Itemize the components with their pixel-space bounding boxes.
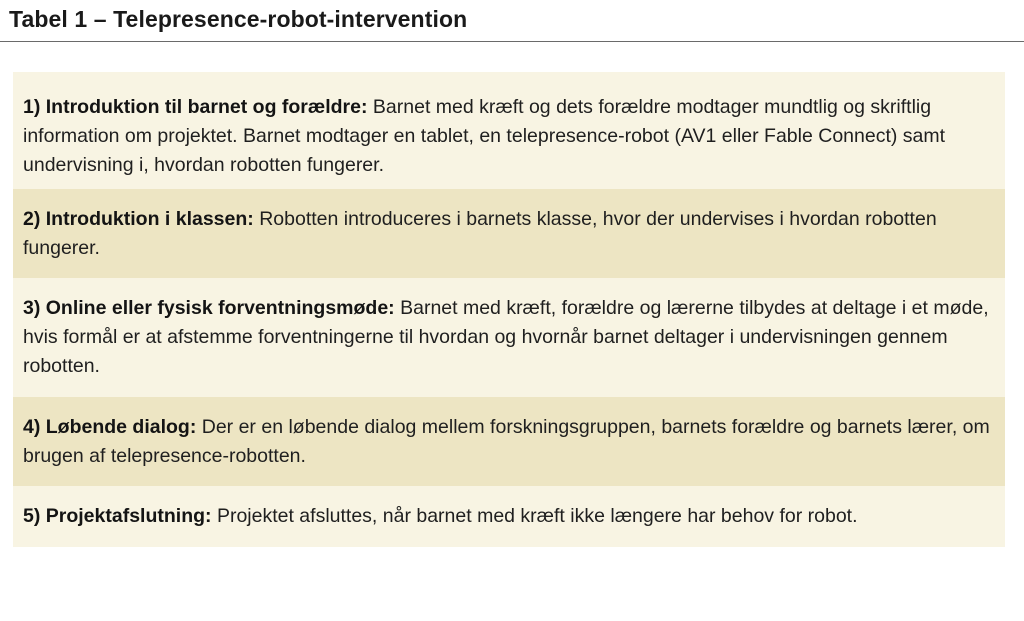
table-header	[0, 0, 1024, 42]
table-row	[13, 486, 1005, 547]
table-row	[13, 189, 1005, 278]
row-text: Robotten introduceres i barnets klasse, hvor der undervises i hvordan robotten fungerer.	[23, 207, 937, 259]
row-text: Projektet afsluttes, når barnet med kræft ikke længere har behov for robot.	[216, 505, 858, 527]
table-row	[13, 397, 1005, 486]
row-content	[23, 502, 858, 531]
row-content	[23, 93, 995, 180]
row-label: 1) Introduktion til barnet og forældre:	[23, 96, 373, 118]
row-label: 3) Online eller fysisk forventningsmøde:	[23, 297, 401, 319]
intervention-table	[13, 72, 1005, 547]
row-content	[23, 294, 995, 381]
row-label: 4) Løbende dialog:	[23, 415, 202, 438]
page-title: Tabel 1 – Telepresence-robot-intervention	[9, 6, 468, 32]
row-content	[23, 205, 995, 263]
row-label: 2) Introduktion i klassen:	[23, 207, 260, 230]
row-label: 5) Projektafslutning:	[23, 505, 217, 527]
table-row	[13, 72, 1005, 189]
row-text: Der er en løbende dialog mellem forskningsgruppen, barnets forældre og barnets lærer, om brugen af telepresence-robotten.	[23, 415, 990, 467]
row-text: Barnet med kræft og dets forældre modtager mundtlig og skriftlig information om projektet. Barnet modtager en tablet, en telepresence-robot (AV1 eller Fable Connect) samt undervisning i, hvordan robotten fungerer.	[23, 96, 946, 176]
row-text: Barnet med kræft, forældre og lærerne tilbydes at deltage i et møde, hvis formål er at afstemme forventningerne til hvordan og hvornår barnet deltager i undervisningen gennem robotten.	[23, 297, 989, 377]
table-row	[13, 278, 1005, 397]
row-content	[23, 413, 995, 471]
